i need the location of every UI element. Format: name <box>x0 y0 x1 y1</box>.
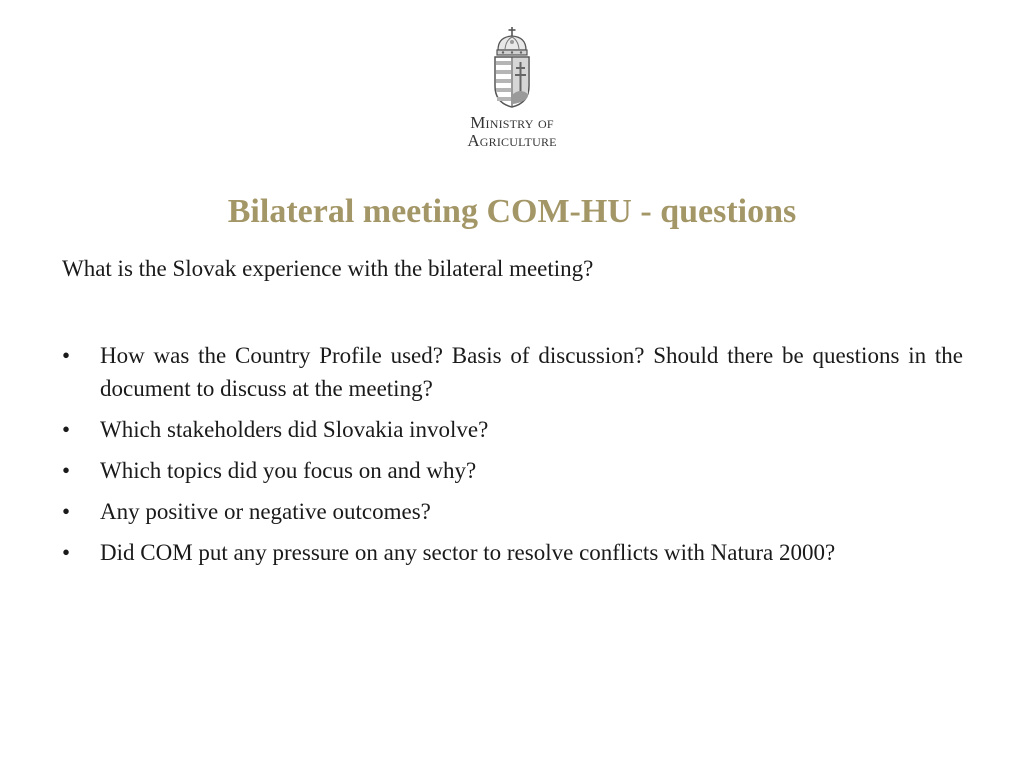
list-item <box>62 454 963 487</box>
bullet-icon: • <box>62 417 71 442</box>
bullet-icon: • <box>62 499 71 524</box>
list-item <box>62 536 963 569</box>
intro-question: What is the Slovak experience with the bilateral meeting? <box>62 256 594 281</box>
coat-of-arms-icon <box>489 26 535 108</box>
bullet-icon: • <box>62 540 71 565</box>
slide-title: Bilateral meeting COM-HU - questions <box>227 193 797 230</box>
list-item <box>62 339 963 405</box>
list-item <box>62 495 963 528</box>
ministry-name-line1: Ministry of <box>470 113 554 132</box>
ministry-name <box>448 114 576 150</box>
bullet-icon: • <box>62 458 71 483</box>
list-item-text: Which topics did you focus on and why? <box>100 458 477 483</box>
bullet-icon: • <box>62 343 71 368</box>
question-list <box>62 339 963 577</box>
list-item-text: Any positive or negative outcomes? <box>100 499 431 524</box>
list-item-text: Did COM put any pressure on any sector to resolve conflicts with Natura 2000? <box>100 540 836 565</box>
ministry-name-line2: Agriculture <box>467 131 557 150</box>
list-item-text: How was the Country Profile used? Basis of discussion? Should there be questions in the document to discuss at the meeting? <box>100 343 963 401</box>
ministry-logo <box>448 26 576 150</box>
list-item <box>62 413 963 446</box>
list-item-text: Which stakeholders did Slovakia involve? <box>100 417 489 442</box>
